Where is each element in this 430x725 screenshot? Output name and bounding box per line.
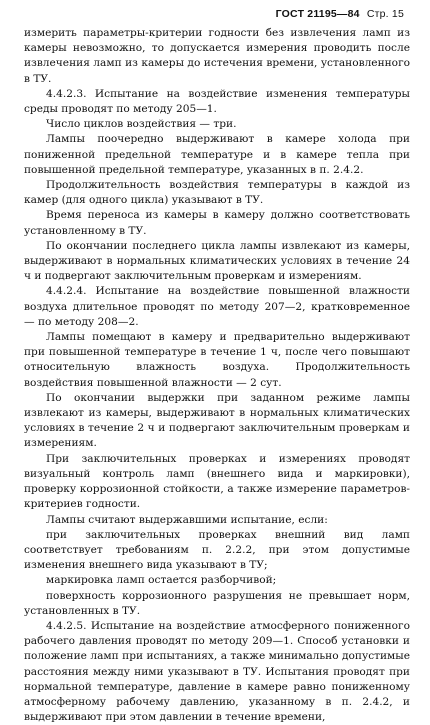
paragraph-transfer-time: Время переноса из камеры в камеру должно соответствовать установленному в ТУ. (24, 209, 410, 237)
paragraph-4-4-2-4: 4.4.2.4. Испытание на воздействие повышенной влажности воздуха длительное проводят по методу 207—2, кратковременное — по методу 208—2. (24, 285, 410, 328)
page-number: Стр. 15 (366, 8, 404, 20)
paragraph-duration: Продолжительность воздействия температуры в каждой из камер (для одного цикла) указывают в ТУ. (24, 179, 410, 207)
paragraph-cycles: Число циклов воздействия — три. (46, 118, 237, 131)
paragraph-pass-criteria: Лампы считают выдержавшими испытание, если: (46, 513, 328, 526)
paragraph-exposure-end: По окончании выдержки при заданном режиме лампы извлекают из камеры, выдерживают в нормальных климатических условиях в течение 2 ч и подвергают заключительным проверкам и измерениям. (24, 391, 410, 450)
page-header (276, 8, 404, 20)
paragraph-cold-heat: Лампы поочередно выдерживают в камере холода при пониженной предельной температуре и в камере тепла при повышенной предельной температуре, указанных в п. 2.4.2. (24, 133, 410, 176)
paragraph-corrosion: поверхность коррозионного разрушения не превышает норм, установленных в ТУ. (24, 589, 410, 617)
paragraph-final-checks: При заключительных проверках и измерениях проводят визуальный контроль ламп (внешнего вида и маркировки), проверку коррозионной стойкости, а также измерение параметров-критериев годности. (24, 452, 410, 511)
paragraph-appearance: при заключительных проверках внешний вид ламп соответствует требованиям п. 2.2.2, при этом допустимые изменения внешнего вида указывают в ТУ; (24, 528, 410, 572)
document-body (24, 26, 410, 725)
paragraph-4-4-2-3: 4.4.2.3. Испытание на воздействие изменения температуры среды проводят по методу 205—1. (24, 87, 410, 116)
paragraph-last-cycle: По окончании последнего цикла лампы извлекают из камеры, выдерживают в нормальных климатических условиях в течение 24 ч и подвергают заключительным проверкам и измерениям. (24, 239, 410, 283)
paragraph-continuation: измерить параметры-критерии годности без извлечения ламп из камеры невозможно, то допускается измерения проводить после извлечения ламп из камеры до истечения времени, установленного в ТУ. (24, 27, 410, 85)
paragraph-humidity: Лампы помещают в камеру и предварительно выдерживают при повышенной температуре в течение 1 ч, после чего повышают относительную влажность воздуха. Продолжительность воздействия повышенной влажности — 2 сут. (24, 331, 410, 389)
paragraph-marking: маркировка ламп остается разборчивой; (46, 574, 277, 587)
standard-number: ГОСТ 21195—84 (275, 8, 360, 20)
paragraph-4-4-2-5: 4.4.2.5. Испытание на воздействие атмосферного пониженного рабочего давления проводят по методу 209—1. Способ установки и положение ламп при испытаниях, а также минимально допустимые расстояния между ними указывают в ТУ. Испытания проводят при нормальной температуре, давление в камере равно пониженному атмосферному рабочему давлению, указанному в п. 2.4.2, и выдерживают при этом давлении в течение времени, (24, 619, 410, 724)
